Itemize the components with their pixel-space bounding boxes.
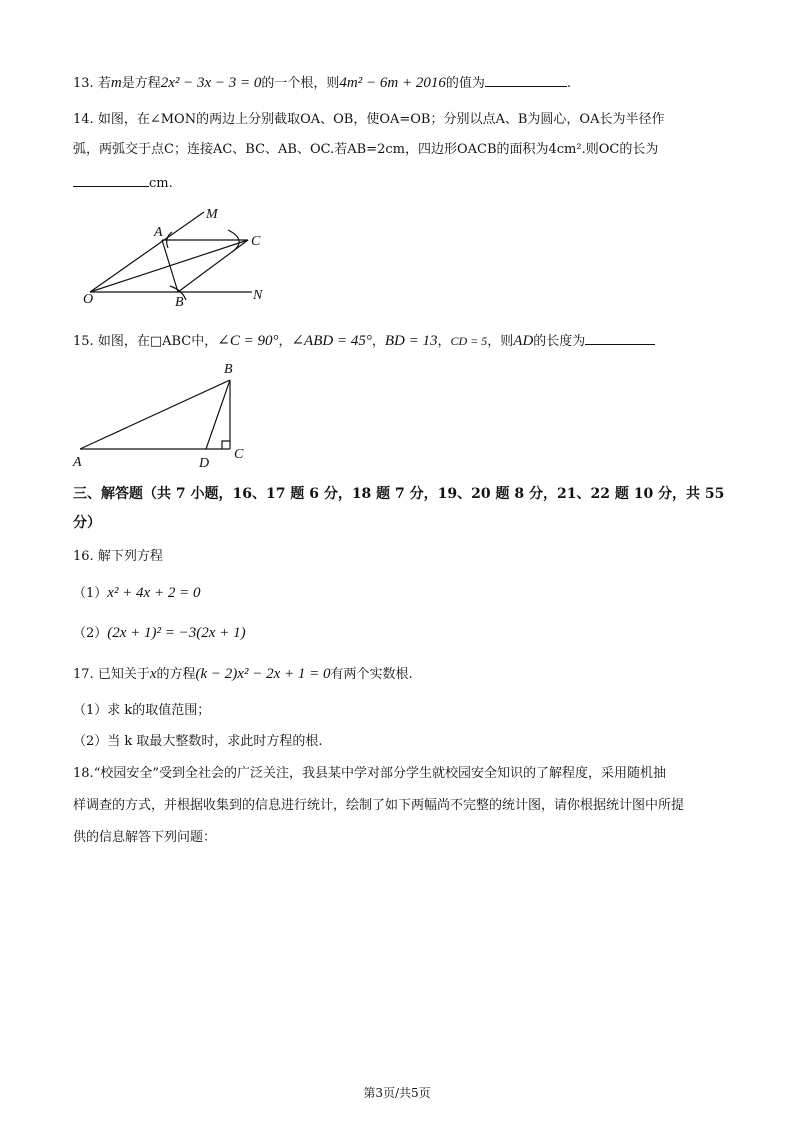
q16-title: 解下列方程 xyxy=(97,549,163,564)
q17-var-x: x xyxy=(149,666,157,682)
label-d: D xyxy=(199,456,210,471)
label-a: A xyxy=(73,455,82,470)
q15-condition-angle-c: ∠C = 90° xyxy=(217,333,279,349)
q14-text-line-1: 如图，在∠MON的两边上分别截取OA、OB，使OA=OB；分别以点A、B为圆心，OA长为半径作 xyxy=(97,112,665,127)
answer-blank-14[interactable] xyxy=(73,172,149,187)
question-number: 16. xyxy=(73,549,94,564)
answer-blank-13[interactable] xyxy=(485,72,567,87)
q17-text-a: 已知关于 xyxy=(97,667,150,682)
q15-text-b: ，则 xyxy=(487,334,514,349)
label-n: N xyxy=(253,288,263,303)
label-o: O xyxy=(83,292,94,307)
arc-at-a xyxy=(167,232,172,248)
q15-condition-bd: BD = 13 xyxy=(384,333,438,349)
ray-om xyxy=(90,212,204,292)
page-number: 第3页/共5页 xyxy=(363,1086,431,1100)
question-14-line-3 xyxy=(73,172,173,194)
part-label: （1） xyxy=(73,586,108,601)
label-c: C xyxy=(234,447,244,462)
label-c: C xyxy=(251,234,261,249)
segment-bd xyxy=(206,380,230,449)
part-label: （2） xyxy=(73,626,108,641)
segment-oc xyxy=(90,240,248,292)
question-14-line-1 xyxy=(73,110,664,130)
question-number: 15. xyxy=(73,334,94,349)
q15-condition-angle-abd: ∠ABD = 45° xyxy=(291,333,372,349)
q17-part-1: （1）求 k的取值范围； xyxy=(73,703,211,718)
arc-at-c xyxy=(228,230,239,252)
q18-text-line-1: “校园安全”受到全社会的广泛关注，我县某中学对部分学生就校园安全知识的了解程度，采用随机抽 xyxy=(93,766,666,781)
label-m: M xyxy=(206,207,218,222)
question-17 xyxy=(73,664,413,685)
question-18-line-3: 供的信息解答下列问题： xyxy=(73,830,217,845)
q15-text-c: 的长度为 xyxy=(533,334,586,349)
q16-part-2 xyxy=(73,623,246,644)
q13-text-d: 的值为 xyxy=(445,76,485,91)
label-a: A xyxy=(154,225,163,240)
q13-equation: 2x² − 3x − 3 = 0 xyxy=(160,75,262,91)
question-number: 14. xyxy=(73,112,94,127)
q17-part-2: （2）当 k 取最大整数时，求此时方程的根. xyxy=(73,734,323,749)
q13-text-c: 的一个根，则 xyxy=(261,76,340,91)
q16-equation-2: (2x + 1)² = −3(2x + 1) xyxy=(107,625,246,641)
answer-blank-15[interactable] xyxy=(585,330,655,345)
q13-expression: 4m² − 6m + 2016 xyxy=(339,75,446,91)
question-16 xyxy=(73,547,163,567)
q17-text-c: 有两个实数根. xyxy=(330,667,413,682)
q15-var-ad: AD xyxy=(513,333,534,349)
q13-var-m: m xyxy=(110,75,122,91)
question-number: 18. xyxy=(73,766,94,781)
q16-part-1 xyxy=(73,583,200,604)
question-18-line-1 xyxy=(73,764,666,784)
question-15: 15. 如图，在□ABC中，∠C = 90°，∠ABD = 45°，BD = 13，CD = 5，则AD的长度为 xyxy=(73,330,655,352)
q17-equation: (k − 2)x² − 2x + 1 = 0 xyxy=(195,666,331,682)
right-angle-mark xyxy=(222,441,230,449)
question-number: 17. xyxy=(73,667,94,682)
q13-text-b: 是方程 xyxy=(121,76,161,91)
q13-end: . xyxy=(566,76,571,91)
segment-bc xyxy=(178,240,248,292)
label-b: B xyxy=(224,362,233,377)
question-number: 13. xyxy=(73,76,94,91)
q15-condition-cd: CD = 5 xyxy=(450,334,488,348)
segment-ab xyxy=(162,240,178,292)
q17-text-b: 的方程 xyxy=(156,667,196,682)
q13-text-a: 若 xyxy=(97,76,111,91)
arc-at-b xyxy=(170,286,186,300)
section-3-heading-line-2: 分） xyxy=(73,515,101,531)
q16-equation-1: x² + 4x + 2 = 0 xyxy=(107,585,201,601)
label-b: B xyxy=(175,295,184,310)
side-ab xyxy=(80,380,230,449)
question-13 xyxy=(73,72,571,94)
section-3-heading-line-1: 三、解答题（共 7 小题，16、17 题 6 分，18 题 7 分，19、20 题 8 分，21、22 题 10 分，共 55 xyxy=(73,486,725,502)
question-18-line-2: 样调查的方式，并根据收集到的信息进行统计，绘制了如下两幅尚不完整的统计图，请你根据统计图中所提 xyxy=(73,798,685,813)
q15-text-a: 如图，在□ABC中， xyxy=(97,334,218,349)
q14-unit: cm. xyxy=(149,176,173,191)
question-14-line-2: 弧，两弧交于点C；连接AC、BC、AB、OC.若AB=2cm，四边形OACB的面积为4cm².则OC的长为 xyxy=(73,142,659,157)
